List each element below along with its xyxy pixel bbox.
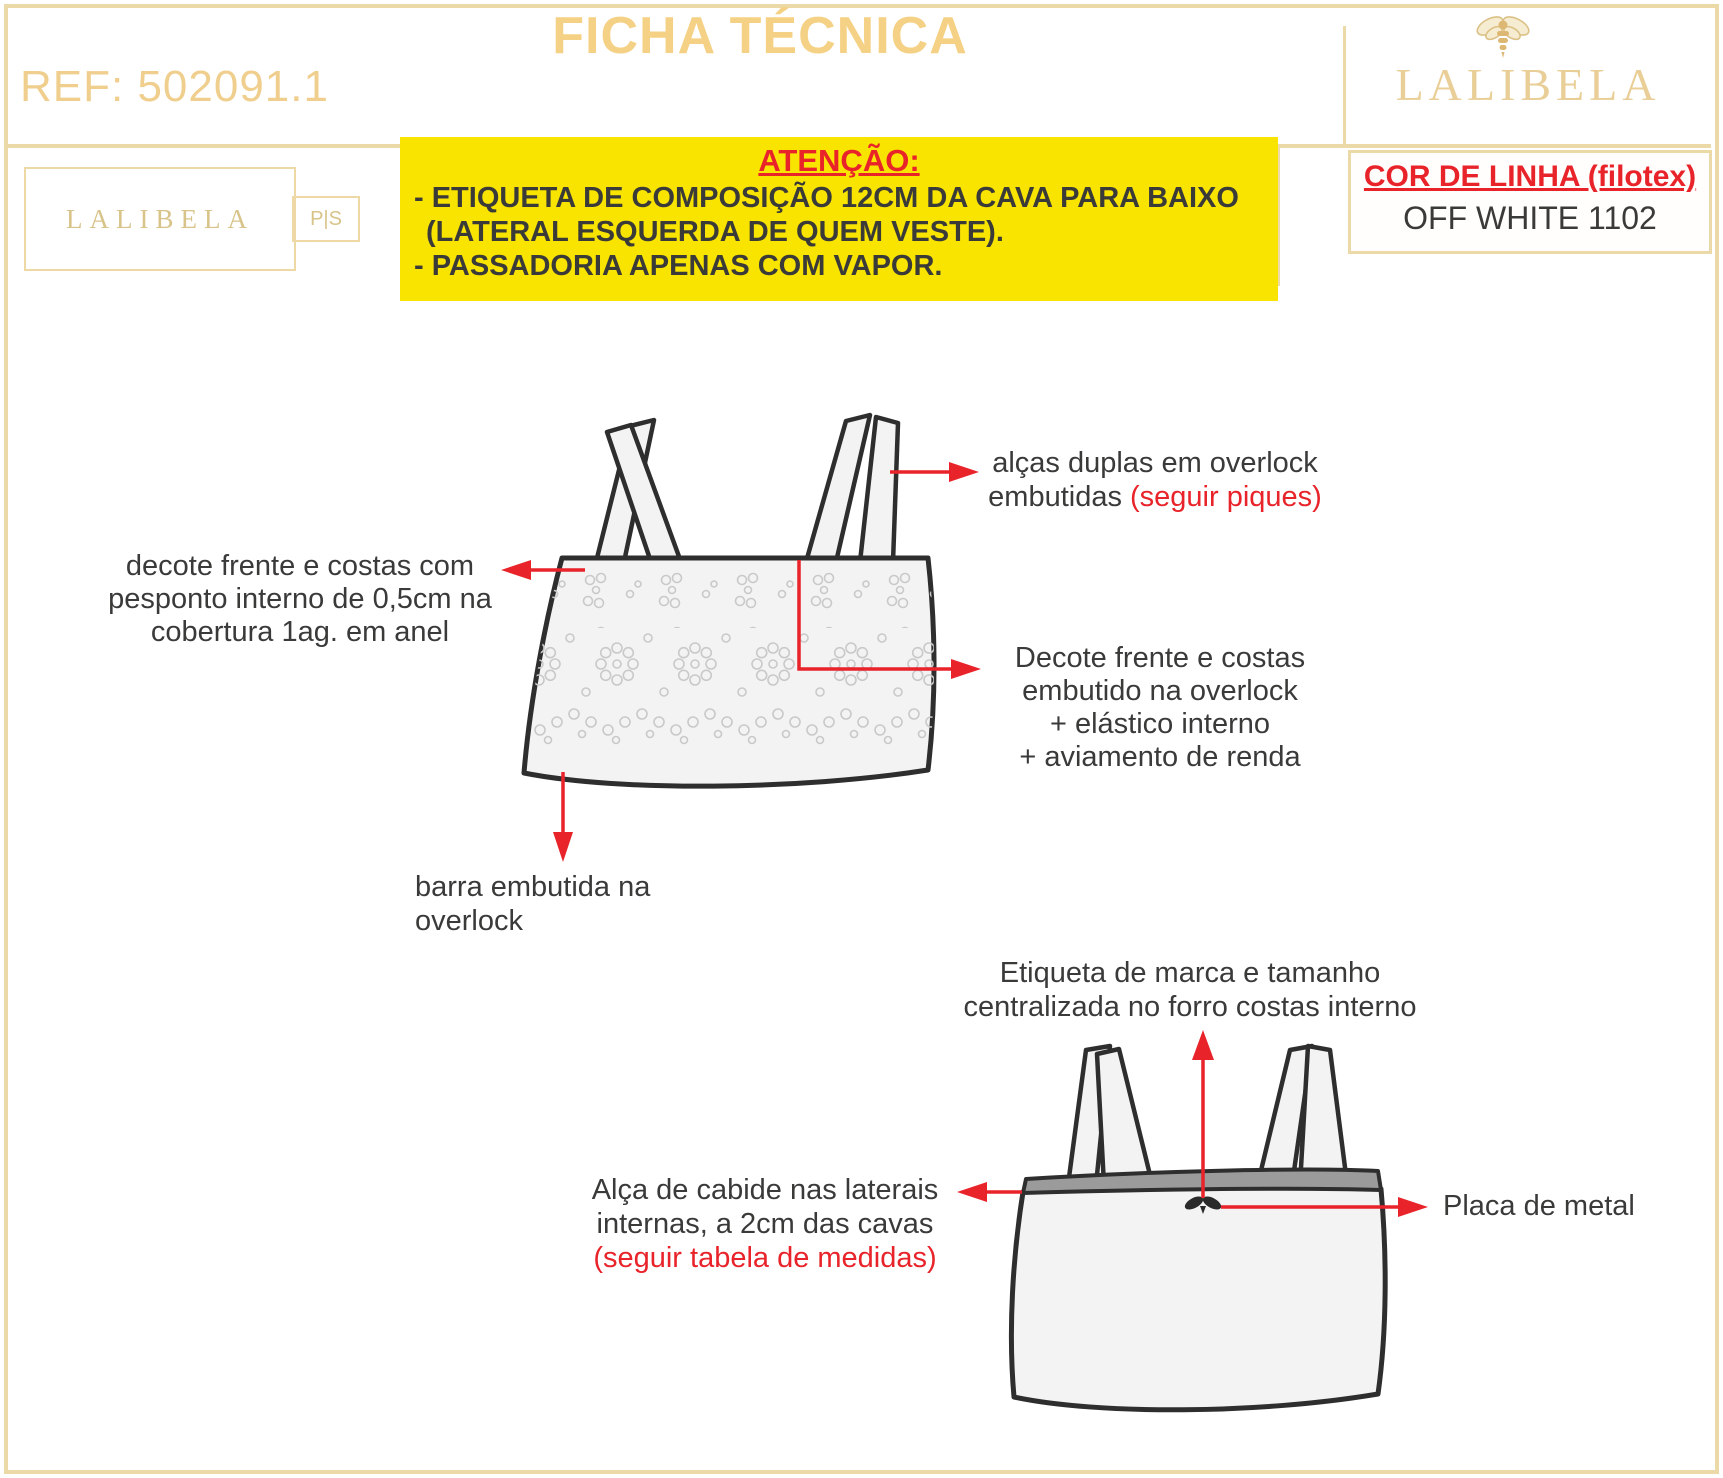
note-hanger-loop-line1: Alça de cabide nas laterais	[591, 1174, 939, 1206]
note-metal-plate: Placa de metal	[1443, 1190, 1635, 1222]
size-tag-text: P|S	[310, 207, 342, 230]
size-tag-box	[292, 196, 360, 242]
attention-title: ATENÇÃO:	[758, 143, 920, 178]
brand-wordmark: LALIBELA	[1395, 59, 1661, 110]
note-neckline-left-line3: cobertura 1ag. em anel	[150, 616, 450, 648]
thread-color-value: OFF WHITE 1102	[1403, 200, 1657, 236]
attention-line-2: (LATERAL ESQUERDA DE QUEM VESTE).	[426, 216, 1004, 248]
page-title: FICHA TÉCNICA	[552, 7, 968, 65]
back-garment-drawing	[940, 1020, 1460, 1450]
note-straps	[965, 446, 1345, 514]
note-hanger-loop-line2: internas, a 2cm das cavas	[596, 1208, 934, 1240]
note-neckline-right	[995, 642, 1325, 774]
note-neckline-right-line3: + elástico interno	[1049, 708, 1271, 740]
note-neckline-right-line1: Decote frente e costas	[1014, 642, 1306, 674]
attention-line-3: - PASSADORIA APENAS COM VAPOR.	[414, 250, 943, 282]
note-hem: barra embutida na overlock	[415, 871, 651, 937]
note-straps-line1: alças duplas em overlock	[992, 447, 1318, 479]
back-straps	[1068, 1046, 1347, 1185]
note-hanger-loop-line3: (seguir tabela de medidas)	[593, 1242, 937, 1274]
note-neckline-left-line2: pesponto interno de 0,5cm na	[108, 583, 492, 615]
brand-label-box	[24, 167, 296, 271]
note-neckline-left-line1: decote frente e costas com	[125, 550, 475, 582]
note-brand-label-line1: Etiqueta de marca e tamanho	[999, 957, 1381, 989]
note-hanger-loop	[545, 1173, 985, 1275]
front-straps	[596, 415, 898, 562]
note-straps-line2: embutidas (seguir piques)	[988, 481, 1322, 513]
thread-color-title: COR DE LINHA (filotex)	[1363, 160, 1697, 193]
attention-box	[400, 137, 1278, 301]
reference-number: REF: 502091.1	[20, 62, 329, 111]
note-neckline-right-line4: + aviamento de renda	[1019, 741, 1301, 773]
note-brand-label	[950, 956, 1430, 1024]
lace-pattern	[500, 570, 950, 750]
brand-label-text: LALIBELA	[66, 203, 254, 234]
back-body	[1011, 1188, 1385, 1410]
note-neckline-right-line2: embutido na overlock	[1022, 675, 1298, 707]
bee-icon	[1468, 12, 1538, 62]
attention-line-1: - ETIQUETA DE COMPOSIÇÃO 12CM DA CAVA PARA BAIXO	[414, 182, 1239, 214]
front-garment-drawing	[480, 375, 1010, 885]
note-brand-label-line2: centralizada no forro costas interno	[963, 991, 1417, 1023]
thread-color-box	[1348, 150, 1712, 254]
note-neckline-left	[100, 550, 500, 649]
